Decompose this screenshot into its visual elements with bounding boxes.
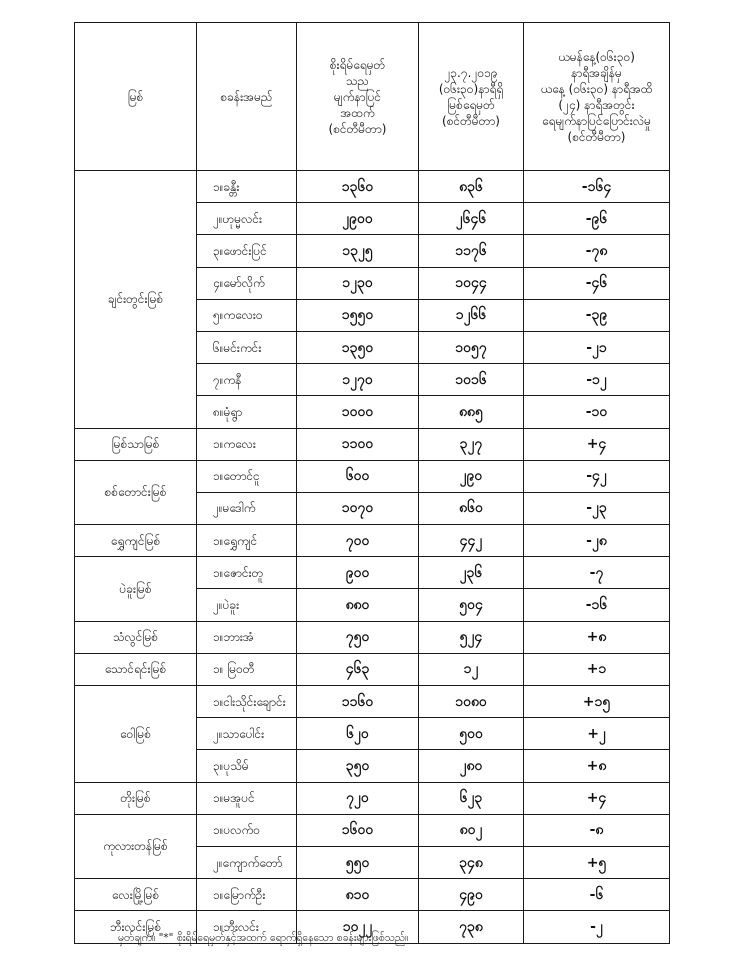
- water-level-cell: ၁၀၄၄: [419, 267, 524, 299]
- water-level-cell: ၆၂၃: [419, 782, 524, 814]
- change-cell: -၁၆: [524, 589, 670, 621]
- river-name-cell: မြစ်သာမြစ်: [75, 428, 197, 460]
- water-level-cell: ၂၆၄၆: [419, 203, 524, 235]
- table-body: [75, 171, 670, 944]
- change-cell: +၂: [524, 718, 670, 750]
- danger-level-cell: ၇၂၀: [297, 782, 419, 814]
- station-cell: ၁။ရွှေကျင်: [197, 525, 297, 557]
- change-cell: +၁: [524, 653, 670, 685]
- danger-level-cell: ၇၅၀: [297, 621, 419, 653]
- river-name-cell: တိုးမြစ်: [75, 782, 197, 814]
- danger-level-cell: ၁၅၅၀: [297, 299, 419, 331]
- station-cell: ၁။ငါးသိုင်းချောင်း: [197, 686, 297, 718]
- header-change: ယမန်နေ့(၀၆း၃၀) နာရီအချိန်မှ ယနေ့ (၀၆း၃၀) နာရီအထိ (၂၄) နာရီအတွင်း ရေမျက်နာပြင်ပြောင်းလဲမှု (စင်တီမီတာ): [524, 23, 670, 171]
- danger-level-cell: ၁၃၂၅: [297, 235, 419, 267]
- river-name-cell: ဘီးလင်းမြစ်: [75, 911, 197, 943]
- danger-level-cell: ၈၁၀: [297, 879, 419, 911]
- change-cell: -၂၃: [524, 492, 670, 524]
- table-row: [75, 525, 670, 557]
- change-cell: +၁၅: [524, 686, 670, 718]
- table-row: [75, 171, 670, 203]
- change-cell: -၁၂: [524, 364, 670, 396]
- danger-level-cell: ၁၆၀၀: [297, 814, 419, 846]
- header-station: စခန်းအမည်: [197, 23, 297, 171]
- water-level-cell: ၂၃၆: [419, 557, 524, 589]
- water-level-cell: ၂၉၀: [419, 460, 524, 492]
- river-name-cell: ရွှေကျင်မြစ်: [75, 525, 197, 557]
- danger-level-cell: ၇၀၀: [297, 525, 419, 557]
- table-row: [75, 557, 670, 589]
- water-level-cell: ၁၀၈၀: [419, 686, 524, 718]
- change-cell: -၁၆၄: [524, 171, 670, 203]
- danger-level-cell: ၁၁၀၀: [297, 428, 419, 460]
- river-name-cell: ပဲခူးမြစ်: [75, 557, 197, 621]
- change-cell: +၄: [524, 428, 670, 460]
- station-cell: ၃။ပုသိမ်: [197, 750, 297, 782]
- change-cell: +၄: [524, 782, 670, 814]
- water-level-cell: ၁၀၅၇: [419, 331, 524, 363]
- footnote: မှတ်ချက်။ "*" စိုးရိမ်ရေမှတ်နှင့်အထက် ရောက်ရှိနေသော စခန်းများဖြစ်သည်။: [118, 932, 409, 944]
- water-level-cell: ၈၀၂: [419, 814, 524, 846]
- header-water-level: ၂၃.၇.၂၀၁၉ (၀၆း၃၀)နာရီရှိ မြစ်ရေမှတ် (စင်တီမီတာ): [419, 23, 524, 171]
- river-name-cell: ဝေါမြစ်: [75, 686, 197, 783]
- change-cell: +၈: [524, 750, 670, 782]
- danger-level-cell: ၅၅၀: [297, 846, 419, 878]
- station-cell: ၁။ခန္တီး: [197, 171, 297, 203]
- river-name-cell: ကုလားတန်မြစ်: [75, 814, 197, 878]
- change-cell: -၄၆: [524, 267, 670, 299]
- water-level-cell: ၁၀၁၆: [419, 364, 524, 396]
- table-row: [75, 879, 670, 911]
- station-cell: ၂။မဒေါက်: [197, 492, 297, 524]
- station-cell: ၆။မင်းကင်း: [197, 331, 297, 363]
- water-level-cell: ၃၂၇: [419, 428, 524, 460]
- danger-level-cell: ၁၀၀၀: [297, 396, 419, 428]
- water-level-table: [74, 22, 670, 944]
- river-name-cell: ချင်းတွင်းမြစ်: [75, 171, 197, 429]
- station-cell: ၁။ပလက်ဝ: [197, 814, 297, 846]
- table-row: [75, 460, 670, 492]
- river-name-cell: စစ်တောင်းမြစ်: [75, 460, 197, 524]
- water-level-cell: ၅၀၀: [419, 718, 524, 750]
- change-cell: -၇၈: [524, 235, 670, 267]
- station-cell: ၈။မုံရွာ: [197, 396, 297, 428]
- station-cell: ၁။ဘားအံ: [197, 621, 297, 653]
- change-cell: -၆: [524, 879, 670, 911]
- station-cell: ၃။ဖောင်းပြင်: [197, 235, 297, 267]
- header-river: မြစ်: [75, 23, 197, 171]
- table-row: [75, 782, 670, 814]
- station-cell: ၇။ကနီ: [197, 364, 297, 396]
- change-cell: -၉၆: [524, 203, 670, 235]
- danger-level-cell: ၂၉၀၀: [297, 203, 419, 235]
- change-cell: +၈: [524, 621, 670, 653]
- change-cell: -၁၀: [524, 396, 670, 428]
- change-cell: -၂၈: [524, 525, 670, 557]
- station-cell: ၁။မအူပင်: [197, 782, 297, 814]
- river-name-cell: လေးမြို့မြစ်: [75, 879, 197, 911]
- river-name-cell: သံလွင်မြစ်: [75, 621, 197, 653]
- station-cell: ၂။ကျောက်တော်: [197, 846, 297, 878]
- water-level-cell: ၂၈၀: [419, 750, 524, 782]
- water-level-cell: ၈၃၆: [419, 171, 524, 203]
- water-level-cell: ၃၄၈: [419, 846, 524, 878]
- change-cell: -၂၁: [524, 331, 670, 363]
- danger-level-cell: ၄၆၃: [297, 653, 419, 685]
- danger-level-cell: ၁၃၅၀: [297, 331, 419, 363]
- danger-level-cell: ၁၃၆၀: [297, 171, 419, 203]
- water-level-cell: ၈၈၅: [419, 396, 524, 428]
- change-cell: -၇: [524, 557, 670, 589]
- danger-level-cell: ၉၀၀: [297, 557, 419, 589]
- danger-level-cell: ၆၀၀: [297, 460, 419, 492]
- water-level-cell: ၅၀၄: [419, 589, 524, 621]
- water-level-cell: ၁၁၇၆: [419, 235, 524, 267]
- danger-level-cell: ၁၀၇၀: [297, 492, 419, 524]
- danger-level-cell: ၈၈၀: [297, 589, 419, 621]
- table-row: [75, 621, 670, 653]
- table-header-row: [75, 23, 670, 171]
- station-cell: ၁။ကလေး: [197, 428, 297, 460]
- water-level-cell: ၇၃၈: [419, 911, 524, 943]
- change-cell: -၄၂: [524, 460, 670, 492]
- danger-level-cell: ၁၀၂၂: [297, 911, 419, 943]
- table-row: [75, 653, 670, 685]
- change-cell: -၃၉: [524, 299, 670, 331]
- station-cell: ၂။ပဲခူး: [197, 589, 297, 621]
- station-cell: ၄။မော်လိုက်: [197, 267, 297, 299]
- station-cell: ၁။ဘီးလင်း: [197, 911, 297, 943]
- water-level-cell: ၅၂၄: [419, 621, 524, 653]
- water-level-table-container: [74, 22, 669, 944]
- station-cell: ၅။ကလေးဝ: [197, 299, 297, 331]
- change-cell: +၅: [524, 846, 670, 878]
- water-level-cell: ၄၄၂: [419, 525, 524, 557]
- station-cell: ၁။ မြဝတီ: [197, 653, 297, 685]
- danger-level-cell: ၆၂၀: [297, 718, 419, 750]
- header-danger-level: စိုးရိမ်ရေမှတ် သည မျက်နာပြင် အထက် (စင်တီမီတာ): [297, 23, 419, 171]
- water-level-cell: ၁၂: [419, 653, 524, 685]
- danger-level-cell: ၃၅၀: [297, 750, 419, 782]
- table-row: [75, 686, 670, 718]
- station-cell: ၂။ဟုမ္မလင်း: [197, 203, 297, 235]
- water-level-cell: ၄၉၀: [419, 879, 524, 911]
- station-cell: ၂။သာပေါင်း: [197, 718, 297, 750]
- danger-level-cell: ၁၂၃၀: [297, 267, 419, 299]
- station-cell: ၁။မြောက်ဦး: [197, 879, 297, 911]
- change-cell: -၂: [524, 911, 670, 943]
- danger-level-cell: ၁၁၆၀: [297, 686, 419, 718]
- table-row: [75, 814, 670, 846]
- water-level-cell: ၁၂၆၆: [419, 299, 524, 331]
- water-level-cell: ၈၆၀: [419, 492, 524, 524]
- danger-level-cell: ၁၂၇၀: [297, 364, 419, 396]
- table-row: [75, 428, 670, 460]
- river-name-cell: သောင်ရင်းမြစ်: [75, 653, 197, 685]
- station-cell: ၁။ဇောင်းတူ: [197, 557, 297, 589]
- change-cell: -၈: [524, 814, 670, 846]
- station-cell: ၁။တောင်ငူ: [197, 460, 297, 492]
